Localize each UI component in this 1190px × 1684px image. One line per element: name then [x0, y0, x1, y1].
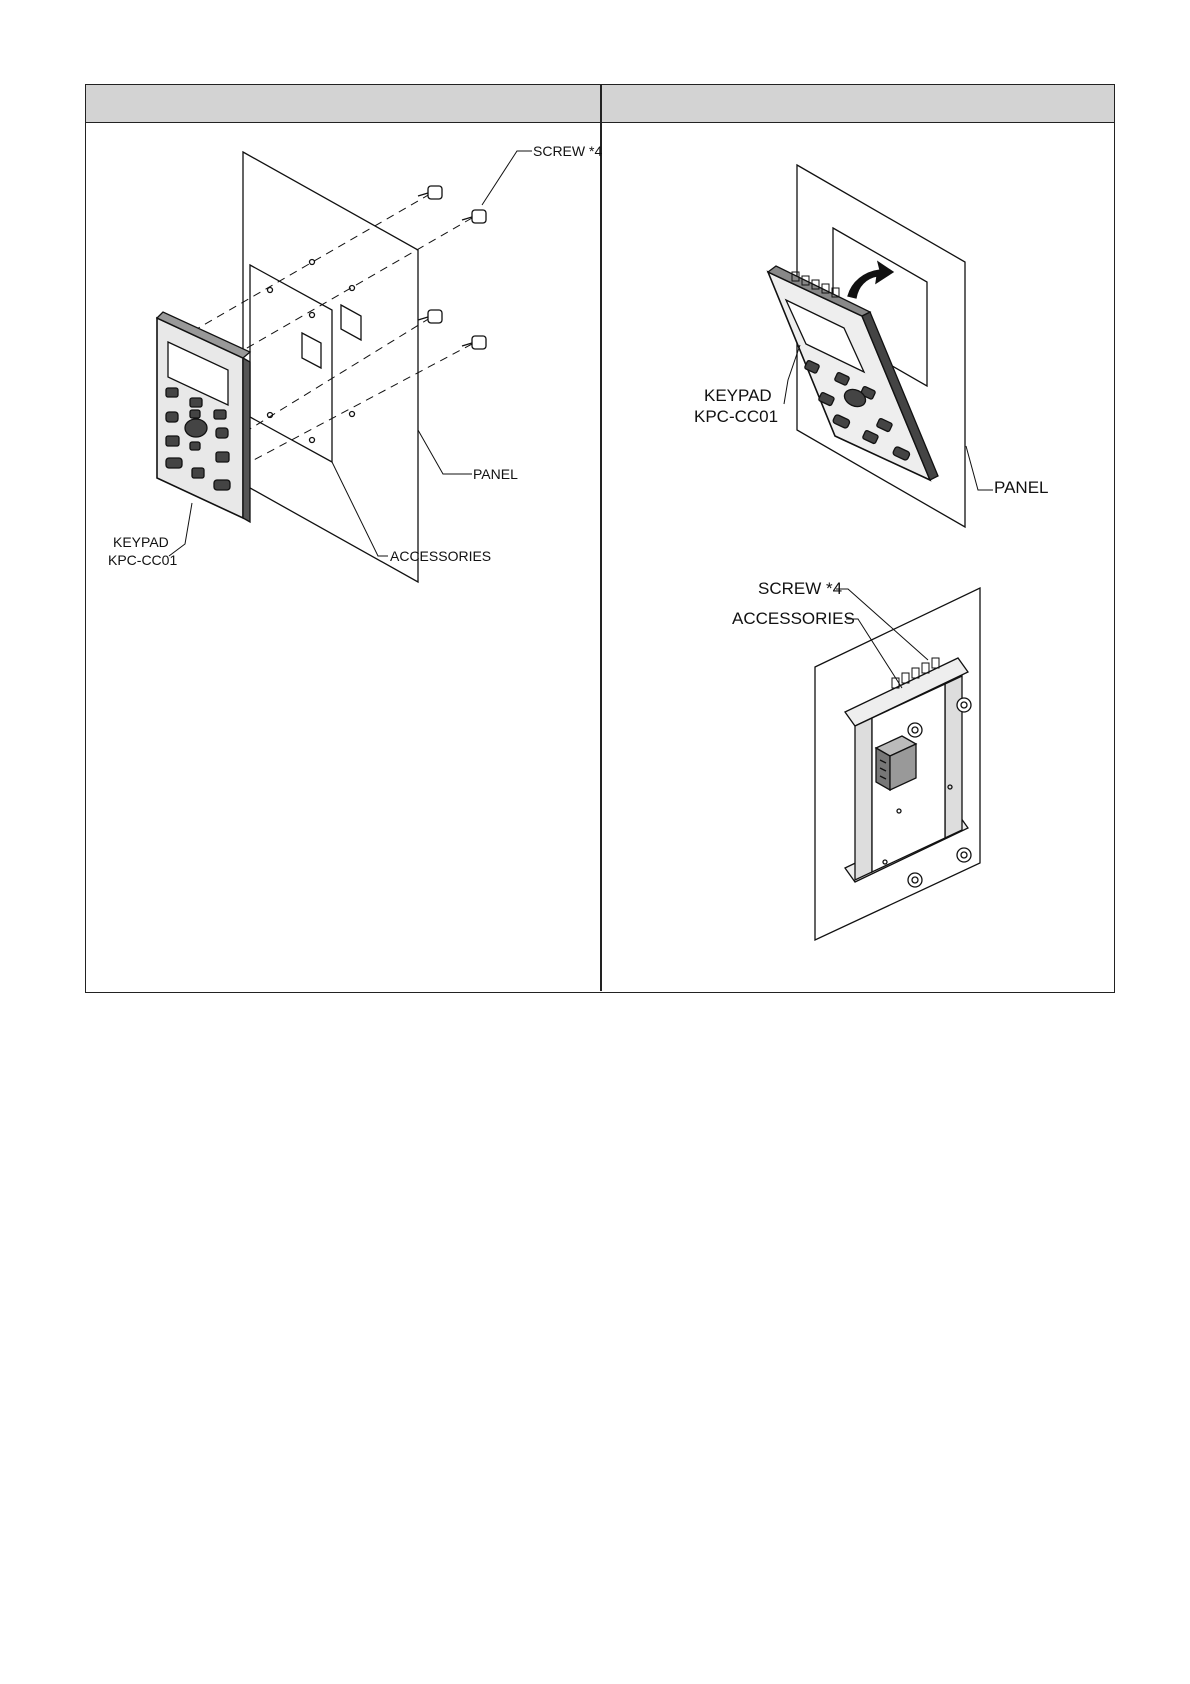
keypad-device — [157, 312, 250, 522]
screw-1 — [418, 186, 442, 199]
label-keypad-left-2: KPC-CC01 — [108, 552, 178, 568]
screws — [418, 186, 486, 349]
label-keypad-right-2: KPC-CC01 — [694, 407, 779, 426]
label-keypad-left-1: KEYPAD — [113, 534, 169, 550]
rail-left — [855, 718, 872, 880]
label-screw-right: SCREW *4 — [758, 579, 843, 598]
left-diagram — [157, 151, 532, 582]
label-keypad-right-1: KEYPAD — [704, 386, 772, 405]
screw-2 — [462, 210, 486, 223]
right-bottom-labels — [732, 579, 855, 628]
label-screw-left: SCREW *4 — [533, 143, 603, 159]
right-bottom-diagram — [815, 588, 980, 940]
screw-3 — [418, 310, 442, 323]
label-accessories-left: ACCESSORIES — [390, 548, 492, 564]
right-top-diagram — [768, 165, 993, 527]
label-panel-right: PANEL — [994, 478, 1049, 497]
label-accessories-right: ACCESSORIES — [732, 609, 855, 628]
label-panel-left: PANEL — [473, 466, 518, 482]
